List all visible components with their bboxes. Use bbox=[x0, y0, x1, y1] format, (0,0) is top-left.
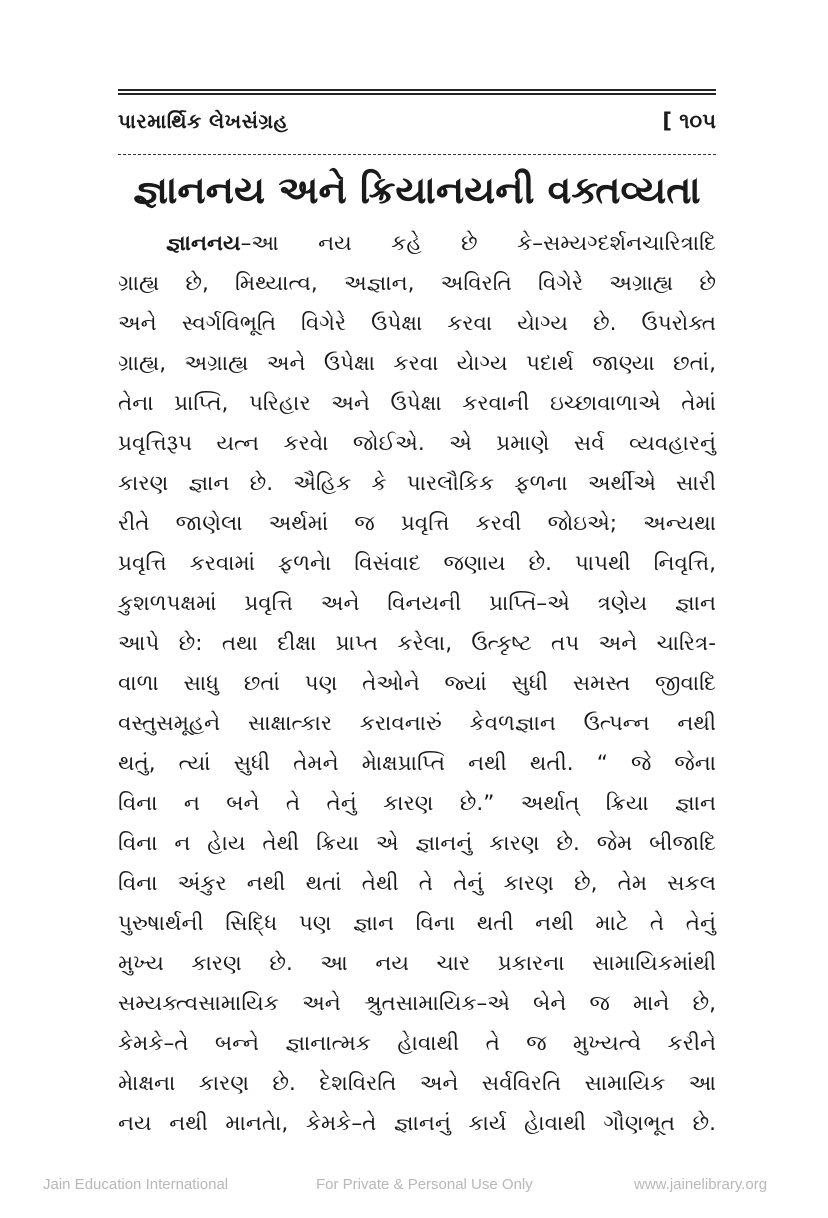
paragraph-line: વિના ન બને તે તેનું કારણ છે.” અર્થાત્ ક્રિયા જ્ઞાન bbox=[118, 791, 716, 816]
header-double-rule bbox=[118, 89, 716, 95]
paragraph-line: કેમકે–તે બન્ને જ્ઞાનાત્મક હેાવાથી તે જ મુખ્યત્વે કરીને bbox=[118, 1031, 716, 1056]
line-text: –આ નય કહે છે કે–સમ્યગ્દર્શનચારિત્રાદિ bbox=[240, 231, 716, 256]
paragraph-line: પ્રવૃત્તિરૂપ યત્ન કરવેા જોઈએ. એ પ્રમાણે સર્વ વ્યવહારનું bbox=[118, 431, 716, 456]
paragraph-line: પ્રવૃત્તિ કરવામાં ફળનેા વિસંવાદ જણાય છે. પાપથી નિવૃત્તિ, bbox=[118, 551, 716, 576]
paragraph-line: વિના ન હેાય તેથી ક્રિયા એ જ્ઞાનનું કારણ છે. જેમ બીજાદિ bbox=[118, 831, 716, 856]
running-title: પારમાર્થિક લેખસંગ્રહ bbox=[118, 109, 289, 133]
paragraph-line: ગ્રાહ્ય, અગ્રાહ્ય અને ઉપેક્ષા કરવા યેાગ્ય પદાર્થ જાણ્યા છતાં, bbox=[118, 351, 716, 376]
paragraph-line: કુશળપક્ષમાં પ્રવૃત્તિ અને વિનયની પ્રાપ્તિ–એ ત્રણેય જ્ઞાન bbox=[118, 591, 716, 616]
paragraph-line: સમ્યક્ત્વસામાયિક અને શ્રુતસામાયિક–એ બેને જ માને છે, bbox=[118, 991, 716, 1016]
paragraph-line: ગ્રાહ્ય છે, મિથ્યાત્વ, અજ્ઞાન, અવિરતિ વિગેરે અગ્રાહ્ય છે bbox=[118, 271, 716, 296]
book-page bbox=[118, 0, 716, 1160]
paragraph-line: અને સ્વર્ગવિભૂતિ વિગેરે ઉપેક્ષા કરવા યેાગ્ય છે. ઉપરોક્ત bbox=[118, 311, 716, 336]
paragraph-line: રીતે જાણેલા અર્થમાં જ પ્રવૃત્તિ કરવી જોઇએ; અન્યથા bbox=[118, 511, 716, 536]
footer-website: www.jainelibrary.org bbox=[634, 1176, 768, 1193]
header-thin-rule bbox=[118, 154, 716, 155]
paragraph-line: મેાક્ષના કારણ છે. દેશવિરતિ અને સર્વવિરતિ સામાયિક આ bbox=[118, 1071, 716, 1096]
footer-watermark bbox=[0, 1170, 828, 1200]
paragraph-line: થતું, ત્યાં સુધી તેમને મેાક્ષપ્રાપ્તિ નથી થતી. “ જે જેના bbox=[118, 751, 716, 776]
paragraph-line: વાળા સાધુ છતાં પણ તેઓને જ્યાં સુધી સમસ્ત જીવાદિ bbox=[118, 671, 716, 696]
chapter-title: જ્ઞાનનય અને ક્રિયાનયની વક્તવ્યતા bbox=[133, 168, 701, 212]
lead-term: જ્ઞાનનય bbox=[166, 231, 241, 256]
footer-usage-note: For Private & Personal Use Only bbox=[316, 1176, 533, 1193]
paragraph-line: આપે છે: તથા દીક્ષા પ્રાપ્ત કરેલા, ઉત્કૃષ્ટ તપ અને ચારિત્ર- bbox=[118, 631, 716, 656]
paragraph-line: કારણ જ્ઞાન છે. ઐહિક કે પારલૌકિક ફળના અર્થીએ સારી bbox=[118, 471, 716, 496]
body-text bbox=[118, 224, 716, 1144]
paragraph-line: વસ્તુસમૂહને સાક્ષાત્કાર કરાવનારું કેવળજ્ઞાન ઉત્પન્ન નથી bbox=[118, 711, 716, 736]
paragraph-line: પુરુષાર્થની સિદ્ધિ પણ જ્ઞાન વિના થતી નથી માટે તે તેનું bbox=[118, 911, 716, 936]
page-number: [ ૧૦૫ bbox=[662, 108, 716, 133]
paragraph-line: તેના પ્રાપ્તિ, પરિહાર અને ઉપેક્ષા કરવાની ઇચ્છાવાળાએ તેમાં bbox=[118, 391, 716, 416]
running-header bbox=[118, 104, 716, 138]
paragraph-line: મુખ્ય કારણ છે. આ નય ચાર પ્રકારના સામાયિકમાંથી bbox=[118, 951, 716, 976]
paragraph-line bbox=[118, 224, 716, 264]
paragraph-line: વિના અંકુર નથી થતાં તેથી તે તેનું કારણ છે, તેમ સકલ bbox=[118, 871, 716, 896]
paragraph-line: નય નથી માનતેા, કેમકે–તે જ્ઞાનનું કાર્ય હેાવાથી ગૌણભૂત છે. bbox=[118, 1111, 716, 1136]
footer-publisher: Jain Education International bbox=[43, 1176, 229, 1193]
